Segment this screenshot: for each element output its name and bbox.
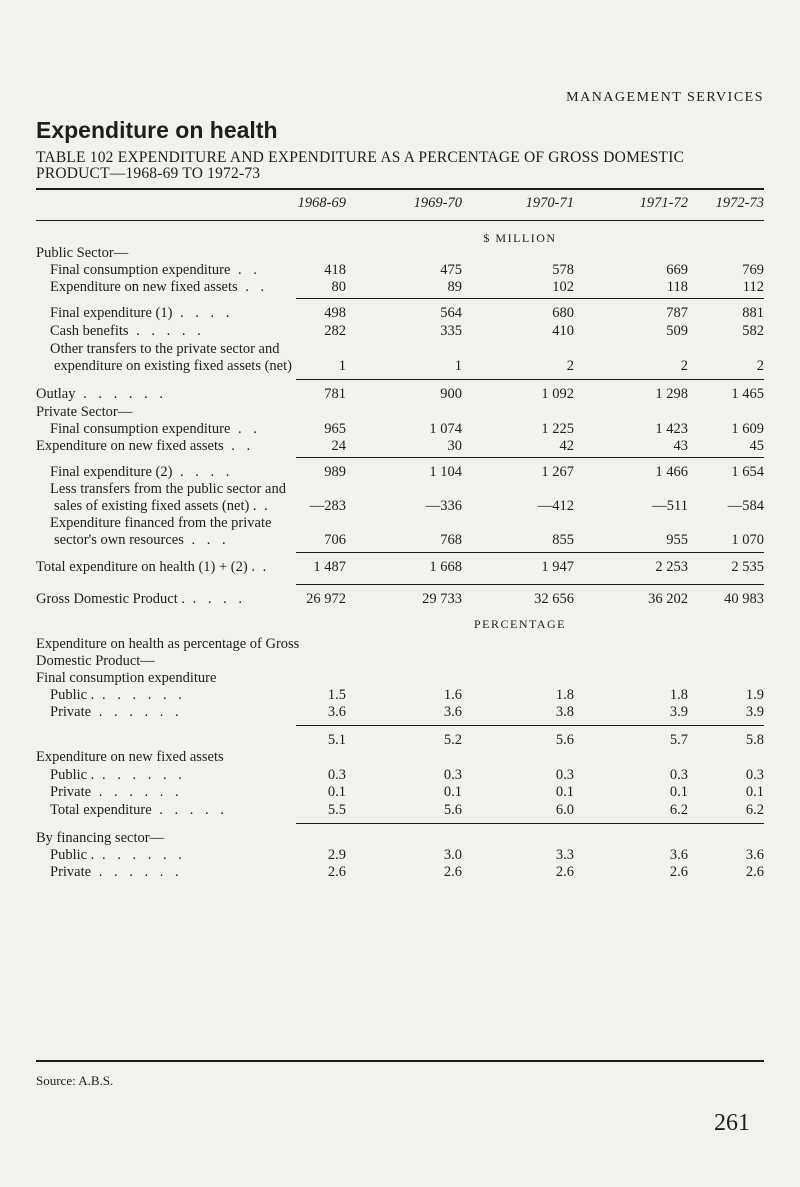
table-cell: 498 (324, 305, 346, 321)
table-cell: 2.6 (327, 864, 346, 880)
dot-leader: . . . . (185, 591, 247, 607)
row-label-text: Final expenditure (2) (50, 464, 173, 480)
column-header-year: 1969-70 (413, 195, 462, 211)
dot-leader: . . . . . (128, 323, 205, 339)
table-cell: 32 656 (534, 591, 574, 607)
table-cell: 5.5 (327, 802, 346, 818)
table-cell: —283 (309, 498, 346, 514)
subtotal-rule (296, 725, 764, 726)
table-cell: 42 (559, 438, 574, 454)
table-cell: 24 (331, 438, 346, 454)
table-cell: 3.8 (555, 704, 574, 720)
table-cell: 669 (666, 262, 688, 278)
row-label-text: Final consumption expenditure (50, 262, 231, 278)
table-row (0, 784, 800, 804)
row-label-text: expenditure on existing fixed assets (net) (54, 358, 292, 374)
table-cell: 0.1 (745, 784, 764, 800)
table-cell: 2.6 (555, 864, 574, 880)
dot-leader: . . (223, 438, 255, 454)
dot-leader: . . . . . . (91, 864, 183, 880)
table-row (0, 749, 800, 769)
row-label-text: Cash benefits (50, 323, 129, 339)
table-cell: 3.6 (327, 704, 346, 720)
row-label-text: Private (50, 864, 92, 880)
column-header-year: 1968-69 (297, 195, 346, 211)
table-cell: 410 (552, 323, 574, 339)
table-cell: 43 (673, 438, 688, 454)
subtotal-rule (296, 457, 764, 458)
row-label (50, 464, 233, 481)
dot-leader: . . . . . . (91, 784, 183, 800)
table-cell: —511 (652, 498, 688, 514)
dot-leader: . . (230, 262, 261, 278)
row-label (50, 864, 183, 881)
table-cell: 1 466 (655, 464, 688, 480)
table-cell: 680 (552, 305, 574, 321)
table-cell: 40 983 (724, 591, 764, 607)
table-cell: 2 535 (731, 559, 764, 575)
table-row (0, 591, 800, 611)
table-cell: 1.8 (669, 687, 688, 703)
row-label-text: Expenditure on health as percentage of Gross (36, 636, 300, 652)
dot-leader: . . . . . . (91, 704, 183, 720)
row-label-text: Outlay (36, 386, 76, 402)
row-label-text: Public . (50, 687, 95, 703)
row-label (36, 245, 128, 262)
table-cell: 2 (680, 358, 688, 374)
table-row (0, 532, 800, 552)
dot-leader: . . . . (172, 305, 234, 321)
table-cell: 1 (338, 358, 346, 374)
table-cell: 1 654 (731, 464, 764, 480)
row-label-text: Gross Domestic Product . (36, 591, 186, 607)
row-label (36, 559, 270, 576)
table-cell: 0.3 (669, 767, 688, 783)
table-row (0, 802, 800, 822)
row-label-text: Other transfers to the private sector and (50, 341, 280, 357)
row-label (50, 687, 186, 704)
source-note: Source: A.B.S. (36, 1073, 114, 1088)
row-label (50, 515, 271, 532)
table-cell: 0.3 (555, 767, 574, 783)
row-label-text: sector's own resources (54, 532, 184, 548)
row-label-text: sales of existing fixed assets (net) . (54, 498, 257, 514)
row-label (36, 386, 167, 403)
row-label (50, 784, 183, 801)
table-cell: 26 972 (306, 591, 346, 607)
row-label (36, 438, 254, 455)
row-label-text: Total expenditure on health (1) + (2) . (36, 559, 255, 575)
table-cell: 6.0 (555, 802, 574, 818)
table-cell: 989 (324, 464, 346, 480)
table-cell: 1 092 (541, 386, 574, 402)
table-cell: 3.6 (669, 847, 688, 863)
table-cell: 0.3 (443, 767, 462, 783)
table-cell: 6.2 (669, 802, 688, 818)
table-cell: 2 (756, 358, 764, 374)
page-number: 261 (714, 1110, 750, 1136)
table-cell: 5.6 (555, 732, 574, 748)
row-label (50, 481, 286, 498)
row-label (54, 498, 272, 515)
table-cell: 900 (440, 386, 462, 402)
table-row (0, 305, 800, 325)
row-label-text: Domestic Product— (36, 653, 155, 669)
table-cell: 102 (552, 279, 574, 295)
table-cell: 564 (440, 305, 462, 321)
row-label (50, 421, 261, 438)
dot-leader: . (254, 559, 271, 575)
table-cell: 1.8 (555, 687, 574, 703)
table-cell: 1 074 (429, 421, 462, 437)
table-cell: 112 (742, 279, 764, 295)
row-label (50, 279, 268, 296)
table-bottom-rule (36, 1060, 764, 1062)
table-cell: 706 (324, 532, 346, 548)
row-label-text: Final consumption expenditure (50, 421, 231, 437)
table-cell: 769 (742, 262, 764, 278)
dot-leader: . . . . . . (94, 767, 186, 783)
table-cell: 3.3 (555, 847, 574, 863)
table-cell: 1 104 (429, 464, 462, 480)
row-label-text: Expenditure on new fixed assets (50, 279, 238, 295)
table-cell: 89 (447, 279, 462, 295)
table-cell: 1 423 (655, 421, 688, 437)
subtotal-rule (296, 552, 764, 553)
column-header-year: 1972-73 (715, 195, 764, 211)
running-head: MANAGEMENT SERVICES (566, 90, 764, 105)
table-cell: 5.7 (669, 732, 688, 748)
table-cell: 881 (742, 305, 764, 321)
dot-leader: . . . . . . (75, 386, 167, 402)
table-cell: 3.9 (745, 704, 764, 720)
table-cell: 1 465 (731, 386, 764, 402)
table-cell: 2.6 (669, 864, 688, 880)
table-cell: 1 668 (429, 559, 462, 575)
table-row (0, 279, 800, 299)
row-label-text: Expenditure financed from the private (50, 515, 272, 531)
table-cell: 80 (331, 279, 346, 295)
row-label (50, 341, 280, 358)
row-label-text: Public . (50, 847, 95, 863)
table-cell: 965 (324, 421, 346, 437)
table-cell: 1 (454, 358, 462, 374)
table-cell: 475 (440, 262, 462, 278)
table-cell: 0.3 (327, 767, 346, 783)
row-label (50, 323, 205, 340)
table-cell: 768 (440, 532, 462, 548)
table-cell: 582 (742, 323, 764, 339)
row-label-text: Less transfers from the public sector and (50, 481, 286, 497)
dot-leader: . . . . . . (94, 687, 186, 703)
row-label (36, 670, 216, 687)
row-label (50, 767, 186, 784)
row-label (50, 847, 186, 864)
table-row (0, 559, 800, 579)
row-label (36, 749, 224, 766)
table-cell: 2.6 (745, 864, 764, 880)
table-cell: 5.6 (443, 802, 462, 818)
row-label-text: Public . (50, 767, 95, 783)
subtotal-rule (296, 298, 764, 299)
table-cell: 0.1 (443, 784, 462, 800)
table-cell: 1 947 (541, 559, 574, 575)
row-label-text: Private (50, 704, 92, 720)
column-header-year: 1971-72 (639, 195, 688, 211)
table-row (0, 358, 800, 378)
table-cell: —412 (537, 498, 574, 514)
row-label-text: Total expenditure (50, 802, 152, 818)
unit-label-money: $ MILLION (483, 231, 557, 245)
header-rule (36, 220, 764, 221)
table-cell: 36 202 (648, 591, 688, 607)
table-cell: 1 609 (731, 421, 764, 437)
row-label-text: Final expenditure (1) (50, 305, 173, 321)
table-cell: —584 (727, 498, 764, 514)
table-cell: 1.6 (443, 687, 462, 703)
row-label (36, 653, 155, 670)
table-cell: 418 (324, 262, 346, 278)
table-cell: 1.5 (327, 687, 346, 703)
table-row (0, 323, 800, 343)
table-cell: 1 267 (541, 464, 574, 480)
section-title: Expenditure on health (36, 117, 278, 143)
row-label-text: Private Sector— (36, 404, 133, 420)
subtotal-rule (296, 584, 764, 585)
row-label-text: Expenditure on new fixed assets (36, 438, 224, 454)
row-label (50, 262, 261, 279)
table-cell: 45 (749, 438, 764, 454)
dot-leader: . (256, 498, 272, 514)
table-row (0, 864, 800, 884)
table-cell: 29 733 (422, 591, 462, 607)
row-label (36, 636, 299, 653)
table-cell: 781 (324, 386, 346, 402)
table-cell: 2.9 (327, 847, 346, 863)
row-label-text: Expenditure on new fixed assets (36, 749, 224, 765)
table-cell: 30 (447, 438, 462, 454)
table-cell: 0.1 (669, 784, 688, 800)
table-cell: 1 487 (313, 559, 346, 575)
row-label (36, 404, 132, 421)
table-cell: 2 (566, 358, 574, 374)
row-label (50, 305, 233, 322)
table-cell: 5.2 (443, 732, 462, 748)
subtotal-rule (296, 379, 764, 380)
unit-label-percent: PERCENTAGE (473, 617, 567, 631)
table-row (0, 704, 800, 724)
table-cell: 0.1 (555, 784, 574, 800)
row-label-text: Private (50, 784, 92, 800)
dot-leader: . . (237, 279, 269, 295)
table-top-rule (36, 188, 764, 190)
table-cell: 578 (552, 262, 574, 278)
row-label-text: Final consumption expenditure (36, 670, 217, 686)
table-cell: 1 298 (655, 386, 688, 402)
table-cell: 955 (666, 532, 688, 548)
row-label (54, 532, 230, 549)
table-cell: —336 (425, 498, 462, 514)
table-cell: 5.1 (327, 732, 346, 748)
table-row (0, 438, 800, 458)
table-cell: 282 (324, 323, 346, 339)
table-cell: 0.1 (327, 784, 346, 800)
row-label (50, 802, 228, 819)
table-cell: 5.8 (745, 732, 764, 748)
row-label (36, 591, 246, 608)
table-cell: 509 (666, 323, 688, 339)
table-cell: 335 (440, 323, 462, 339)
table-cell: 3.9 (669, 704, 688, 720)
row-label-text: Public Sector— (36, 245, 129, 261)
dot-leader: . . . . (172, 464, 234, 480)
table-cell: 2.6 (443, 864, 462, 880)
table-cell: 3.6 (443, 704, 462, 720)
table-cell: 787 (666, 305, 688, 321)
table-cell: 6.2 (745, 802, 764, 818)
table-cell: 118 (666, 279, 688, 295)
dot-leader: . . (230, 421, 261, 437)
dot-leader: . . . . . . (94, 847, 186, 863)
subtotal-rule (296, 823, 764, 824)
row-label (36, 830, 164, 847)
table-caption: TABLE 102 EXPENDITURE AND EXPENDITURE AS A PERCENTAGE OF GROSS DOMESTIC PRODUCT—1968-69 TO 1972-73 (36, 149, 685, 182)
table-cell: 1 070 (731, 532, 764, 548)
dot-leader: . . . (183, 532, 230, 548)
row-label-text: By financing sector— (36, 830, 165, 846)
column-header-year: 1970-71 (525, 195, 574, 211)
table-cell: 3.0 (443, 847, 462, 863)
table-cell: 3.6 (745, 847, 764, 863)
table-cell: 0.3 (745, 767, 764, 783)
row-label (50, 704, 183, 721)
table-cell: 1.9 (745, 687, 764, 703)
table-cell: 2 253 (655, 559, 688, 575)
dot-leader: . . . . . (151, 802, 228, 818)
table-row (0, 386, 800, 406)
table-cell: 855 (552, 532, 574, 548)
table-cell: 1 225 (541, 421, 574, 437)
